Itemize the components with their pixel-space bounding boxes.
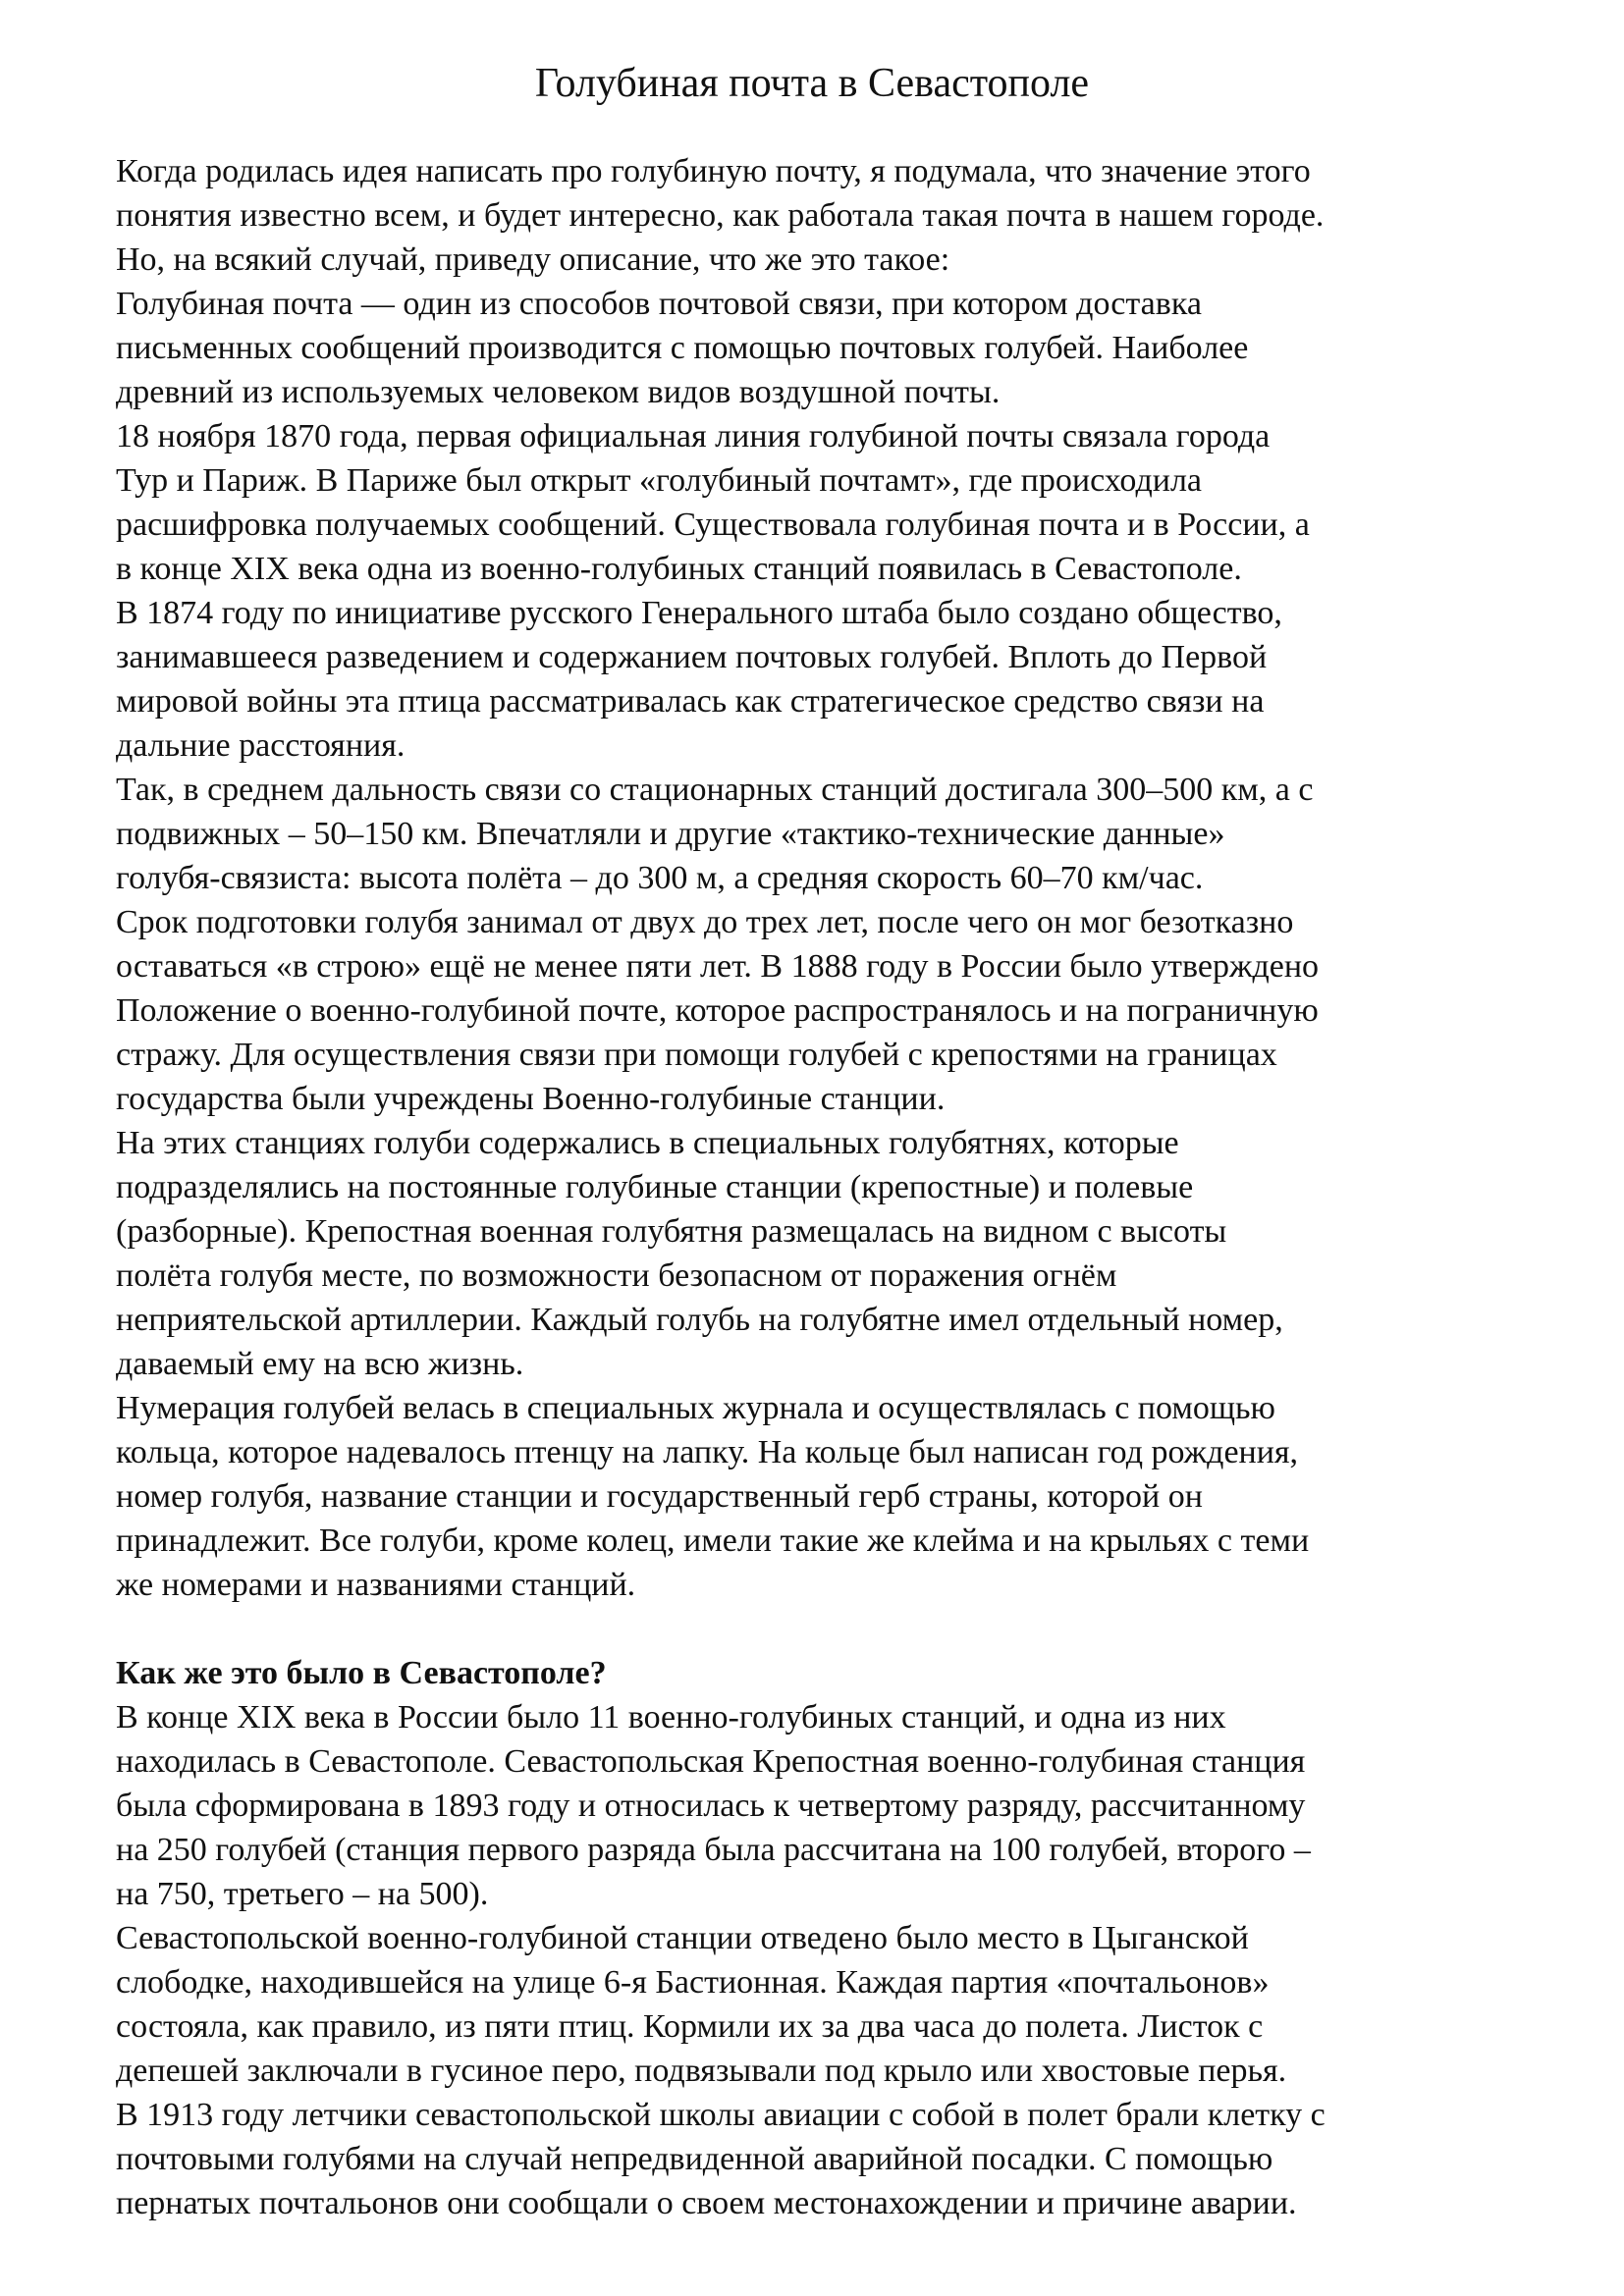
text-line: находилась в Севастополе. Севастопольская Крепостная военно-голубиная станция bbox=[116, 1743, 1306, 1780]
text-line: 18 ноября 1870 года, первая официальная линия голубиной почты связала города bbox=[116, 418, 1271, 454]
text-line: даваемый ему на всю жизнь. bbox=[116, 1346, 524, 1382]
section-heading: Как же это было в Севастополе? bbox=[116, 1655, 607, 1691]
text-line: голубя-связиста: высота полёта – до 300 м, а средняя скорость 60–70 км/час. bbox=[116, 860, 1204, 896]
text-line: стражу. Для осуществления связи при помощи голубей с крепостями на границах bbox=[116, 1037, 1277, 1073]
text-line: принадлежит. Все голуби, кроме колец, имели такие же клейма и на крыльях с теми bbox=[116, 1522, 1310, 1559]
text-line: В конце XIX века в России было 11 военно-голубиных станций, и одна из них bbox=[116, 1699, 1226, 1735]
text-line: номер голубя, название станции и государственный герб страны, которой он bbox=[116, 1478, 1203, 1515]
text-line: (разборные). Крепостная военная голубятня размещалась на видном с высоты bbox=[116, 1213, 1227, 1250]
text-line: Севастопольской военно-голубиной станции отведено было место в Цыганской bbox=[116, 1920, 1249, 1956]
text-line: подразделялись на постоянные голубиные станции (крепостные) и полевые bbox=[116, 1169, 1194, 1205]
text-line: занимавшееся разведением и содержанием почтовых голубей. Вплоть до Первой bbox=[116, 639, 1268, 675]
text-line: На этих станциях голуби содержались в специальных голубятнях, которые bbox=[116, 1125, 1179, 1161]
text-line: была сформирована в 1893 году и относилась к четвертому разряду, рассчитанному bbox=[116, 1788, 1306, 1824]
article-body bbox=[116, 149, 1569, 2225]
text-line: в конце XIX века одна из военно-голубиных станций появилась в Севастополе. bbox=[116, 551, 1242, 587]
text-line: неприятельской артиллерии. Каждый голубь на голубятне имел отдельный номер, bbox=[116, 1302, 1283, 1338]
text-line: кольца, которое надевалось птенцу на лапку. На кольце был написан год рождения, bbox=[116, 1434, 1299, 1470]
text-line: же номерами и названиями станций. bbox=[116, 1567, 636, 1603]
text-line: пернатых почтальонов они сообщали о своем местонахождении и причине аварии. bbox=[116, 2185, 1297, 2221]
text-line: на 750, третьего – на 500). bbox=[116, 1876, 489, 1912]
text-line: дальние расстояния. bbox=[116, 727, 406, 764]
text-line: депешей заключали в гусиное перо, подвязывали под крыло или хвостовые перья. bbox=[116, 2053, 1287, 2089]
text-line: слободке, находившейся на улице 6-я Бастионная. Каждая партия «почтальонов» bbox=[116, 1964, 1270, 2001]
text-line: оставаться «в строю» ещё не менее пяти лет. В 1888 году в России было утверждено bbox=[116, 948, 1320, 985]
page-title: Голубиная почта в Севастополе bbox=[534, 61, 1090, 106]
text-line: Но, на всякий случай, приведу описание, что же это такое: bbox=[116, 241, 950, 278]
text-line: Срок подготовки голубя занимал от двух до трех лет, после чего он мог безотказно bbox=[116, 904, 1294, 940]
text-line: Положение о военно-голубиной почте, которое распространялось и на пограничную bbox=[116, 992, 1319, 1029]
text-line: древний из используемых человеком видов воздушной почты. bbox=[116, 374, 1001, 410]
text-line: письменных сообщений производится с помощью почтовых голубей. Наиболее bbox=[116, 330, 1249, 366]
text-line: на 250 голубей (станция первого разряда была рассчитана на 100 голубей, второго – bbox=[116, 1832, 1311, 1868]
text-line: Так, в среднем дальность связи со стационарных станций достигала 300–500 км, а с bbox=[116, 772, 1314, 808]
text-line: мировой войны эта птица рассматривалась как стратегическое средство связи на bbox=[116, 683, 1265, 720]
text-line: подвижных – 50–150 км. Впечатляли и другие «тактико-технические данные» bbox=[116, 816, 1225, 852]
blank-line bbox=[116, 1607, 1569, 1651]
text-line: Тур и Париж. В Париже был открыт «голубиный почтамт», где происходила bbox=[116, 462, 1202, 499]
text-line: почтовыми голубями на случай непредвиденной аварийной посадки. С помощью bbox=[116, 2141, 1273, 2177]
text-line: В 1874 году по инициативе русского Генерального штаба было создано общество, bbox=[116, 595, 1282, 631]
text-line: полёта голубя месте, по возможности безопасном от поражения огнём bbox=[116, 1257, 1117, 1294]
text-line: В 1913 году летчики севастопольской школы авиации с собой в полет брали клетку с bbox=[116, 2097, 1326, 2133]
text-line: государства были учреждены Военно-голубиные станции. bbox=[116, 1081, 946, 1117]
text-line: понятия известно всем, и будет интересно, как работала такая почта в нашем городе. bbox=[116, 197, 1325, 234]
text-line: Когда родилась идея написать про голубиную почту, я подумала, что значение этого bbox=[116, 153, 1311, 189]
text-line: Нумерация голубей велась в специальных журнала и осуществлялась с помощью bbox=[116, 1390, 1275, 1426]
text-line: Голубиная почта — один из способов почтовой связи, при котором доставка bbox=[116, 286, 1202, 322]
text-line: состояла, как правило, из пяти птиц. Кормили их за два часа до полета. Листок с bbox=[116, 2008, 1264, 2045]
text-line: расшифровка получаемых сообщений. Существовала голубиная почта и в России, а bbox=[116, 507, 1310, 543]
